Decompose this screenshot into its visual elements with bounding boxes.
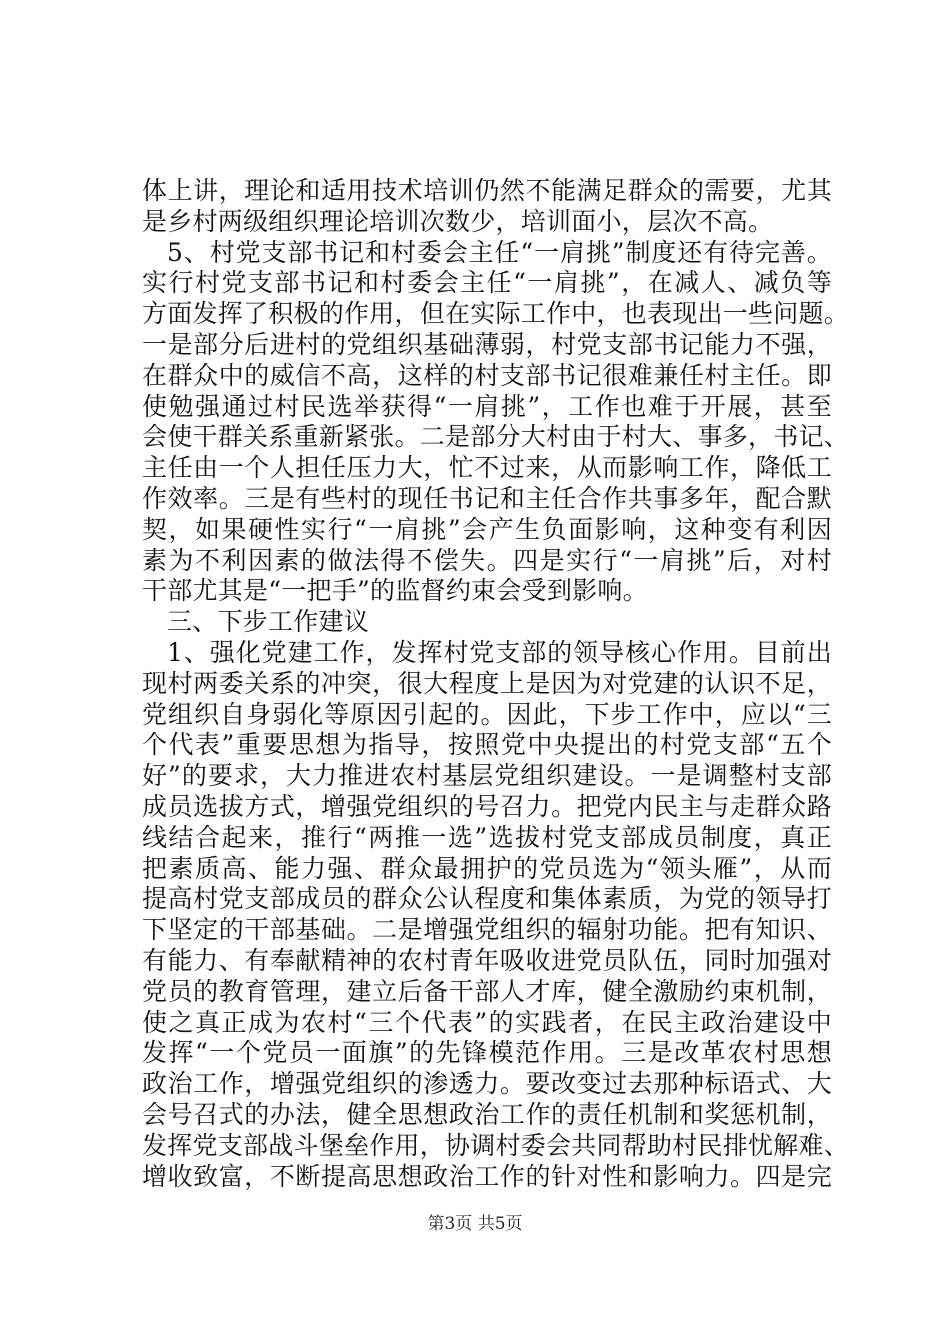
text-line: 会号召式的办法，健全思想政治工作的责任机制和奖惩机制， [142,1099,832,1129]
text-line: 一是部分后进村的党组织基础薄弱，村党支部书记能力不强， [142,329,832,359]
text-line: 是乡村两级组织理论培训次数少，培训面小，层次不高。 [142,206,774,236]
text-line: 提高村党支部成员的群众公认程度和集体素质，为党的领导打 [142,884,832,914]
text-line: 个代表”重要思想为指导，按照党中央提出的村党支部“五个 [142,730,832,760]
text-line: 政治工作，增强党组织的渗透力。要改变过去那种标语式、大 [142,1069,832,1099]
text-line: 党组织自身弱化等原因引起的。因此，下步工作中，应以“三 [142,699,832,729]
text-line: 方面发挥了积极的作用，但在实际工作中，也表现出一些问题。 [142,299,850,329]
paragraph-heading-line: 5、村党支部书记和村委会主任“一肩挑”制度还有待完善。 [167,237,832,267]
text-line: 线结合起来，推行“两推一选”选拔村党支部成员制度，真正 [142,822,832,852]
text-line: 发挥党支部战斗堡垒作用，协调村委会共同帮助村民排忧解难、 [142,1130,850,1160]
text-line: 实行村党支部书记和村委会主任“一肩挑”，在减人、减负等 [142,268,832,298]
text-line: 作效率。三是有些村的现任书记和主任合作共事多年，配合默 [142,483,832,513]
text-line: 有能力、有奉献精神的农村青年吸收进党员队伍，同时加强对 [142,945,832,975]
text-line: 增收致富，不断提高思想政治工作的针对性和影响力。四是完 [142,1161,832,1191]
text-line: 现村两委关系的冲突，很大程度上是因为对党建的认识不足， [142,668,832,698]
text-line: 干部尤其是“一把手”的监督约束会受到影响。 [142,576,648,606]
text-line: 党员的教育管理，建立后备干部人才库，健全激励约束机制， [142,976,832,1006]
text-line: 在群众中的威信不高，这样的村支部书记很难兼任村主任。即 [142,360,832,390]
text-line: 成员选拔方式，增强党组织的号召力。把党内民主与走群众路 [142,791,832,821]
text-line: 素为不利因素的做法得不偿失。四是实行“一肩挑”后，对村 [142,545,832,575]
text-line: 契，如果硬性实行“一肩挑”会产生负面影响，这种变有利因 [142,514,832,544]
text-line: 下坚定的干部基础。二是增强党组织的辐射功能。把有知识、 [142,915,832,945]
section-heading: 三、下步工作建议 [167,607,370,637]
paragraph-heading-line: 1、强化党建工作，发挥村党支部的领导核心作用。目前出 [167,637,832,667]
text-line: 会使干群关系重新紧张。二是部分大村由于村大、事多，书记、 [142,422,850,452]
text-line: 发挥“一个党员一面旗”的先锋模范作用。三是改革农村思想 [142,1038,832,1068]
text-line: 使之真正成为农村“三个代表”的实践者，在民主政治建设中 [142,1007,832,1037]
page-number-footer: 第3页 共5页 [427,1214,523,1234]
text-line: 使勉强通过村民选举获得“一肩挑”，工作也难于开展，甚至 [142,391,832,421]
text-line: 把素质高、能力强、群众最拥护的党员选为“领头雁”，从而 [142,853,832,883]
document-body [142,176,850,1192]
text-line: 好”的要求，大力推进农村基层党组织建设。一是调整村支部 [142,761,832,791]
text-line: 主任由一个人担任压力大，忙不过来，从而影响工作，降低工 [142,453,832,483]
text-line: 体上讲，理论和适用技术培训仍然不能满足群众的需要，尤其 [142,176,832,205]
